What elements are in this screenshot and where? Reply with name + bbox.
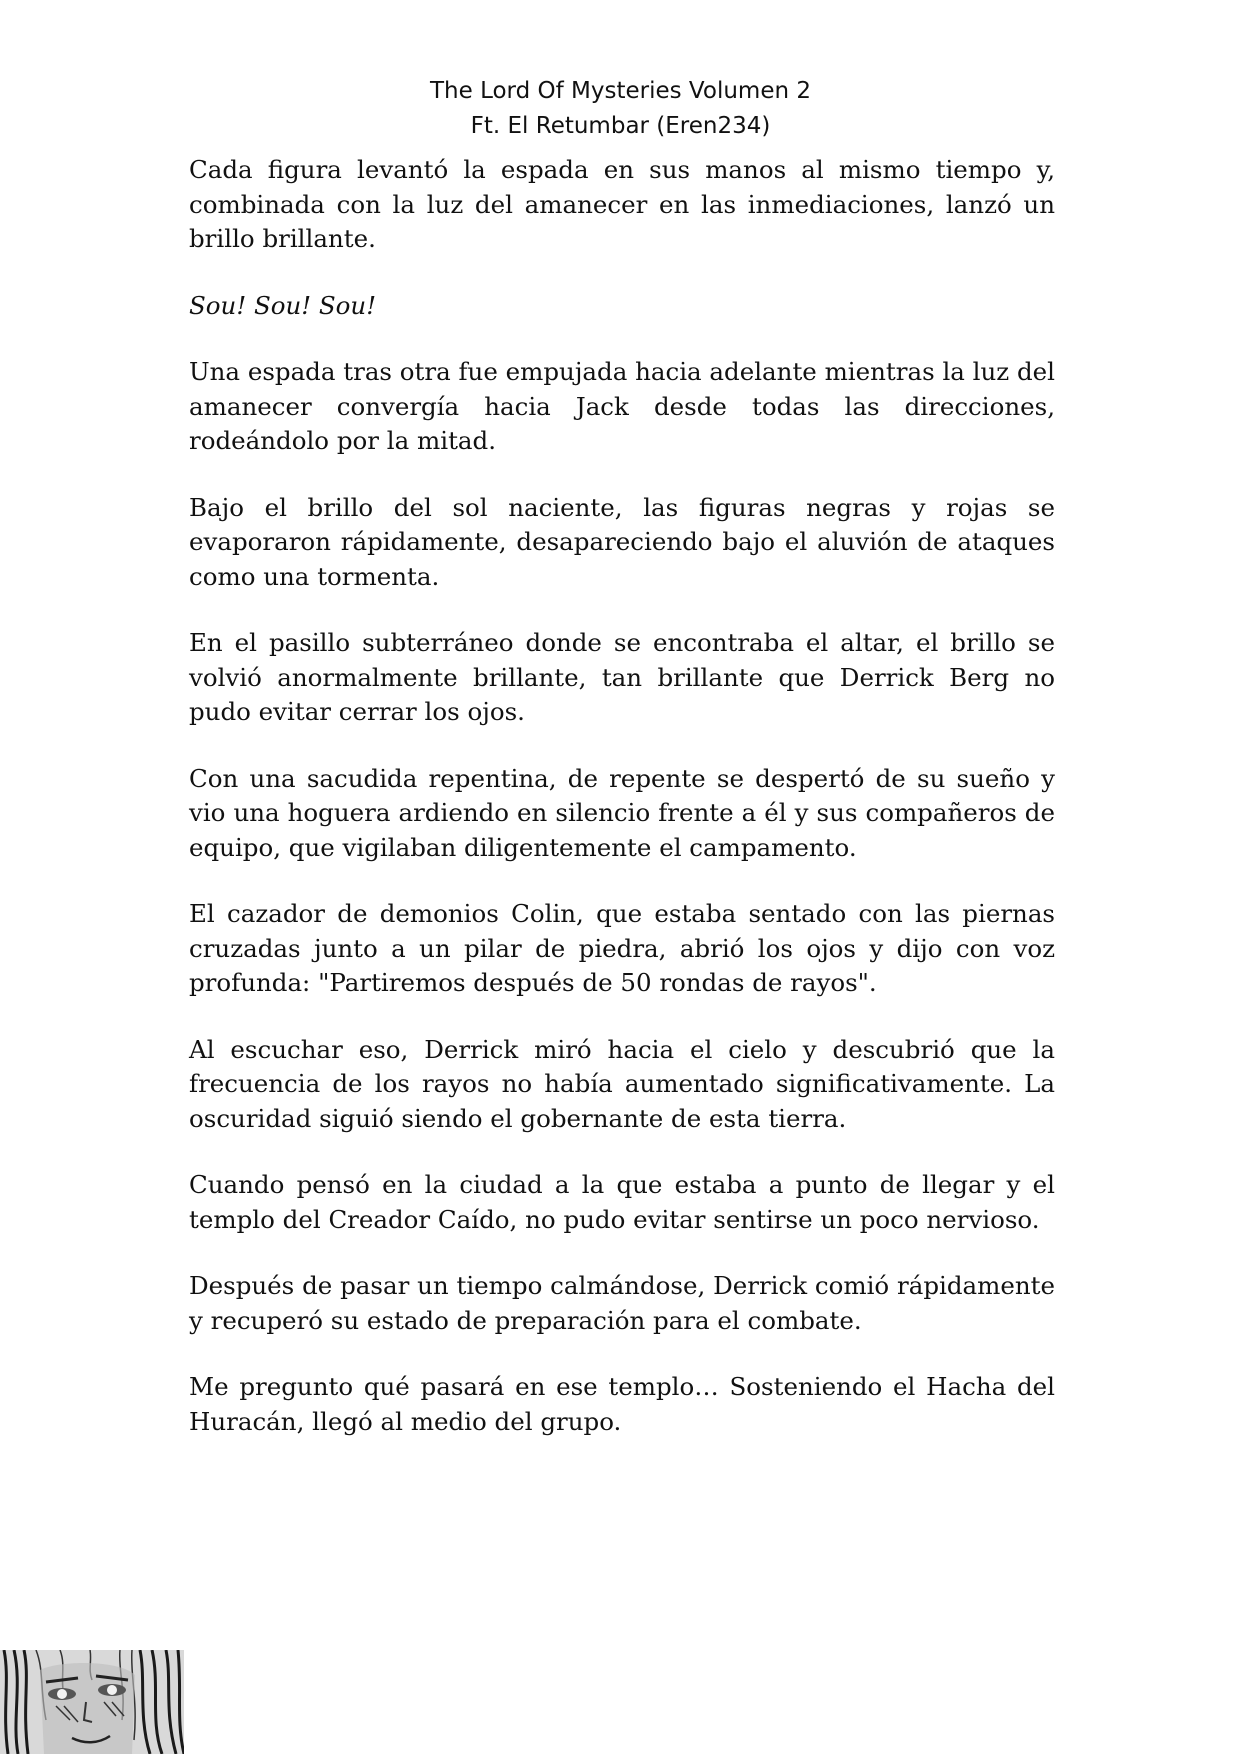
- paragraph: Al escuchar eso, Derrick miró hacia el cielo y descubrió que la frecuencia de los rayos no había aumentado significativamente. La oscuridad siguió siendo el gobernante de esta tierra.: [189, 1034, 1055, 1133]
- paragraph: El cazador de demonios Colin, que estaba sentado con las piernas cruzadas junto a un pilar de piedra, abrió los ojos y dijo con voz profunda: "Partiremos después de 50 rondas de rayos".: [189, 899, 1055, 997]
- page-header: [0, 74, 1241, 144]
- paragraph: Una espada tras otra fue empujada hacia adelante mientras la luz del amanecer convergía hacia Jack desde todas las direcciones, rodeándolo por la mitad.: [189, 357, 1056, 455]
- header-title: The Lord Of Mysteries Volumen 2: [429, 78, 811, 104]
- paragraph: Cada figura levantó la espada en sus manos al mismo tiempo y, combinada con la luz del amanecer en las inmediaciones, lanzó un brillo brillante.: [189, 155, 1055, 253]
- paragraph: Después de pasar un tiempo calmándose, Derrick comió rápidamente y recuperó su estado de preparación para el combate.: [189, 1271, 1055, 1335]
- manga-portrait-image: [0, 1650, 184, 1754]
- body-text: [189, 153, 1055, 1471]
- paragraph: Cuando pensó en la ciudad a la que estaba a punto de llegar y el templo del Creador Caído, no pudo evitar sentirse un poco nervioso.: [189, 1170, 1055, 1234]
- paragraph: En el pasillo subterráneo donde se encontraba el altar, el brillo se volvió anormalmente brillante, tan brillante que Derrick Berg no pudo evitar cerrar los ojos.: [189, 628, 1055, 726]
- paragraph: Bajo el brillo del sol naciente, las figuras negras y rojas se evaporaron rápidamente, desapareciendo bajo el aluvión de ataques como una tormenta.: [189, 492, 1055, 591]
- paragraph-sound-effect: Sou! Sou! Sou!: [189, 290, 377, 320]
- header-subtitle: Ft. El Retumbar (Eren234): [470, 113, 771, 139]
- paragraph: Me pregunto qué pasará en ese templo… Sosteniendo el Hacha del Huracán, llegó al medio del grupo.: [189, 1372, 1055, 1436]
- paragraph: Con una sacudida repentina, de repente se despertó de su sueño y vio una hoguera ardiendo en silencio frente a él y sus compañeros de equipo, que vigilaban diligentemente el campamento.: [189, 763, 1055, 862]
